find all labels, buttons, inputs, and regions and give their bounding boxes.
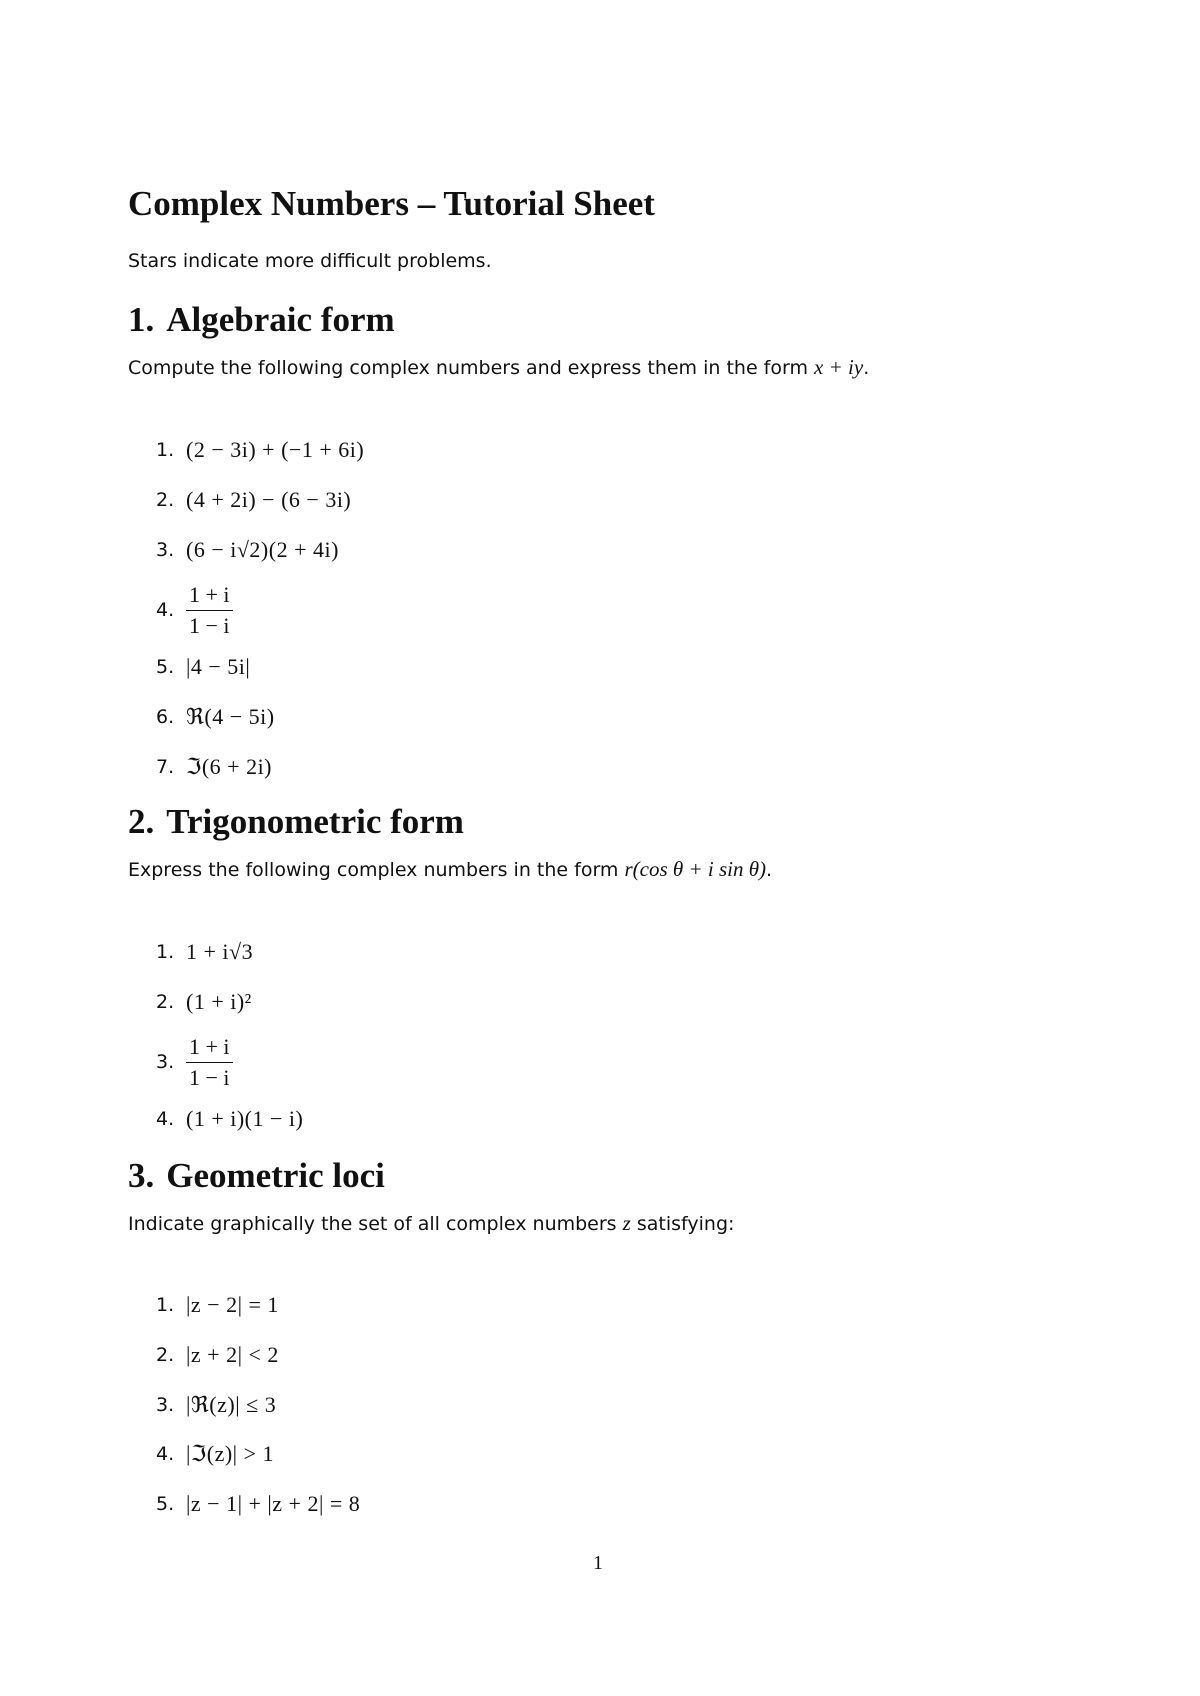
instruction-text-end: satisfying: (630, 1213, 735, 1235)
problem-expression: |ℜ(z)| ≤ 3 (186, 1392, 277, 1417)
section-title: Algebraic form (166, 300, 395, 339)
problem-item (156, 1437, 274, 1471)
problem-number: 5. (156, 1493, 175, 1515)
problem-item (156, 533, 339, 567)
problem-number: 4. (156, 1443, 175, 1465)
problem-number: 3. (156, 1051, 175, 1073)
problem-expression: (4 + 2i) − (6 − 3i) (186, 487, 352, 512)
instruction-text: Indicate graphically the set of all complex numbers (128, 1213, 623, 1235)
problem-item (156, 1102, 303, 1136)
problem-item (156, 985, 252, 1019)
instruction-math: z (622, 1211, 631, 1235)
intro-note: Stars indicate more difficult problems. (128, 250, 492, 272)
section-title: Geometric loci (166, 1156, 385, 1195)
problem-item (156, 433, 364, 467)
problem-item (156, 1388, 276, 1422)
problem-number: 2. (156, 489, 175, 511)
problem-expression: ℑ(6 + 2i) (186, 754, 273, 779)
problem-number: 2. (156, 991, 175, 1013)
problem-expression: (2 − 3i) + (−1 + 6i) (186, 437, 365, 462)
problem-item (156, 935, 253, 969)
problem-number: 7. (156, 756, 175, 778)
section-number: 3. (128, 1156, 155, 1195)
fraction-denominator: 1 − i (189, 612, 230, 638)
section-number: 1. (128, 300, 155, 339)
problem-number: 1. (156, 439, 175, 461)
problem-number: 3. (156, 1394, 175, 1416)
problem-number: 4. (156, 1108, 175, 1130)
problem-expression: (6 − i√2)(2 + 4i) (186, 537, 339, 562)
problem-item (156, 650, 250, 684)
section-heading-trigonometric-form (128, 802, 464, 842)
instruction-text: Express the following complex numbers in the form (128, 859, 625, 881)
fraction-numerator: 1 + i (186, 1034, 233, 1062)
section-title: Trigonometric form (166, 802, 464, 841)
document-page (128, 0, 1068, 1696)
document-title: Complex Numbers – Tutorial Sheet (128, 184, 655, 223)
problem-item (156, 1487, 360, 1521)
fraction-numerator: 1 + i (186, 582, 233, 610)
problem-item (156, 1288, 279, 1322)
fraction-denominator: 1 − i (189, 1064, 230, 1090)
problem-expression: |4 − 5i| (186, 654, 251, 679)
problem-item (156, 700, 275, 734)
problem-item (156, 750, 272, 784)
section-number: 2. (128, 802, 155, 841)
problem-expression: ℜ(4 − 5i) (186, 704, 275, 729)
fraction (186, 1034, 233, 1090)
problem-expression: (1 + i)(1 − i) (186, 1106, 304, 1131)
section-instruction-geometric-loci (128, 1211, 734, 1236)
instruction-text-end: . (863, 357, 870, 379)
problem-expression: |z − 2| = 1 (186, 1292, 279, 1317)
problem-expression: |ℑ(z)| > 1 (186, 1441, 274, 1466)
instruction-math: r(cos θ + i sin θ) (624, 857, 767, 881)
problem-number: 6. (156, 706, 175, 728)
section-instruction-trigonometric-form (128, 857, 772, 882)
problem-item (156, 580, 233, 640)
problem-expression: |z + 2| < 2 (186, 1342, 279, 1367)
problem-number: 1. (156, 941, 175, 963)
problem-item (156, 1032, 233, 1092)
instruction-math: x + iy (814, 355, 864, 379)
problem-number: 4. (156, 599, 175, 621)
problem-item (156, 483, 351, 517)
problem-number: 3. (156, 539, 175, 561)
problem-expression: (1 + i)² (186, 989, 252, 1014)
instruction-text: Compute the following complex numbers and express them in the form (128, 357, 815, 379)
problem-number: 1. (156, 1294, 175, 1316)
problem-item (156, 1338, 279, 1372)
instruction-text-end: . (766, 859, 773, 881)
problem-expression: |z − 1| + |z + 2| = 8 (186, 1491, 361, 1516)
section-heading-algebraic-form (128, 300, 395, 340)
section-instruction-algebraic-form (128, 355, 869, 380)
section-heading-geometric-loci (128, 1156, 385, 1196)
problem-number: 2. (156, 1344, 175, 1366)
page-number: 1 (593, 1552, 603, 1574)
problem-number: 5. (156, 656, 175, 678)
fraction (186, 582, 233, 638)
problem-expression: 1 + i√3 (186, 939, 254, 964)
